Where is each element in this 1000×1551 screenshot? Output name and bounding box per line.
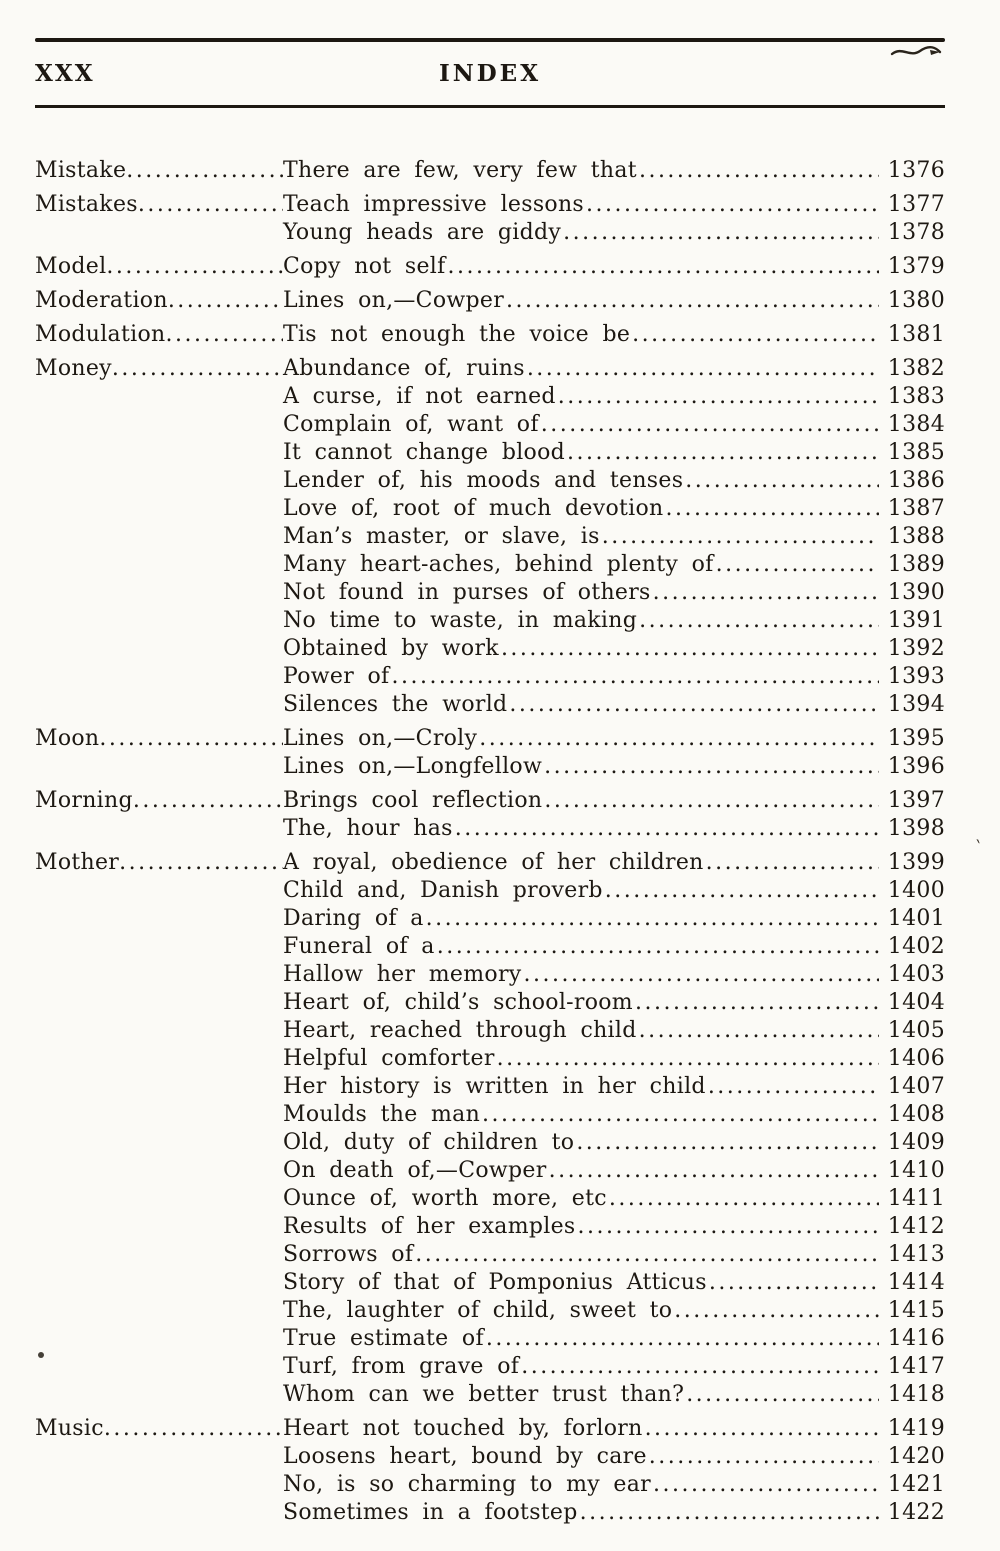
- entry-description: Results of her examples: [283, 1214, 576, 1239]
- entry-description: Heart, reached through child: [283, 1018, 637, 1043]
- index-row: [35, 1415, 945, 1443]
- entry-description: A royal, obedience of her children: [283, 850, 704, 875]
- entry-description: Copy not self: [283, 254, 446, 279]
- entry-page-number: 1388: [887, 524, 945, 549]
- entry-page-number: 1391: [887, 608, 945, 633]
- dot-leader: [426, 905, 879, 933]
- term-dot-leader: [138, 191, 283, 219]
- index-entry-group: [35, 253, 945, 281]
- dot-leader: [567, 439, 879, 467]
- entry-page-number: 1405: [887, 1018, 945, 1043]
- entry-term-text: Mother: [35, 850, 120, 875]
- dot-leader: [639, 157, 879, 185]
- entry-page-number: 1407: [887, 1074, 945, 1099]
- entry-description: A curse, if not earned: [283, 384, 556, 409]
- header-rule: [35, 105, 945, 108]
- index-row: [35, 1381, 945, 1409]
- entry-description: Lines on,—Cowper: [283, 288, 505, 313]
- entry-page-number: 1384: [887, 412, 945, 437]
- entry-page-number: 1378: [887, 220, 945, 245]
- entry-page-number: 1411: [887, 1186, 945, 1211]
- entry-term-text: Mistake: [35, 158, 127, 183]
- index-row: [35, 411, 945, 439]
- index-row: [35, 753, 945, 781]
- dot-leader: [549, 1157, 879, 1185]
- index-row: [35, 787, 945, 815]
- entry-description: Man’s master, or slave, is: [283, 524, 600, 549]
- index-row: [35, 635, 945, 663]
- index-row: [35, 1157, 945, 1185]
- index-row: [35, 1353, 945, 1381]
- dot-leader: [708, 1073, 879, 1101]
- entry-description: Lines on,—Croly: [283, 726, 478, 751]
- entry-description: Lender of, his moods and tenses: [283, 468, 684, 493]
- index-entry-group: [35, 355, 945, 719]
- dot-leader: [563, 219, 879, 247]
- entry-page-number: 1403: [887, 962, 945, 987]
- dot-leader: [653, 1471, 879, 1499]
- entry-term: [35, 191, 283, 219]
- entry-page-number: 1398: [887, 816, 945, 841]
- entry-description: Lines on,—Longfellow: [283, 754, 543, 779]
- index-row: [35, 961, 945, 989]
- entry-description: Daring of a: [283, 906, 424, 931]
- entry-description: Turf, from grave of: [283, 1354, 520, 1379]
- dot-leader: [578, 1213, 880, 1241]
- entry-description: Her history is written in her child: [283, 1074, 706, 1099]
- index-row: [35, 905, 945, 933]
- dot-leader: [666, 495, 880, 523]
- entry-page-number: 1387: [887, 496, 945, 521]
- index-row: [35, 815, 945, 843]
- term-dot-leader: [168, 287, 283, 315]
- index-page: [0, 38, 1000, 1527]
- index-row: [35, 551, 945, 579]
- entry-page-number: 1390: [887, 580, 945, 605]
- index-row: [35, 287, 945, 315]
- dot-leader: [649, 1443, 879, 1471]
- index-row: [35, 1325, 945, 1353]
- dot-leader: [541, 411, 879, 439]
- page-number: XXX: [35, 60, 95, 87]
- entry-description: Old, duty of children to: [283, 1130, 575, 1155]
- entry-page-number: 1422: [887, 1500, 945, 1525]
- term-dot-leader: [104, 1415, 283, 1443]
- dot-leader: [527, 355, 879, 383]
- dot-leader: [709, 1269, 879, 1297]
- index-row: [35, 321, 945, 349]
- entry-term: [35, 321, 283, 349]
- dot-leader: [632, 321, 879, 349]
- entry-term: [35, 787, 283, 815]
- index-row: [35, 691, 945, 719]
- entry-page-number: 1415: [887, 1298, 945, 1323]
- index-row: [35, 1499, 945, 1527]
- entry-description: Hallow her memory: [283, 962, 522, 987]
- entry-description: There are few, very few that: [283, 158, 637, 183]
- term-dot-leader: [112, 355, 283, 383]
- entry-description: Ounce of, worth more, etc: [283, 1186, 607, 1211]
- term-dot-leader: [106, 253, 283, 281]
- index-row: [35, 191, 945, 219]
- entry-page-number: 1381: [887, 322, 945, 347]
- entry-page-number: 1406: [887, 1046, 945, 1071]
- entry-description: Tis not enough the voice be: [283, 322, 631, 347]
- index-entry-group: [35, 191, 945, 247]
- dot-leader: [580, 1499, 879, 1527]
- dot-leader: [479, 725, 879, 753]
- entry-page-number: 1397: [887, 788, 945, 813]
- entry-description: Sorrows of: [283, 1242, 414, 1267]
- index-row: [35, 495, 945, 523]
- index-entry-group: [35, 725, 945, 781]
- entry-page-number: 1409: [887, 1130, 945, 1155]
- entry-page-number: 1385: [887, 440, 945, 465]
- entry-page-number: 1386: [887, 468, 945, 493]
- entry-description: Power of: [283, 664, 390, 689]
- index-row: [35, 1213, 945, 1241]
- index-row: [35, 383, 945, 411]
- dot-leader: [674, 1297, 879, 1325]
- entry-page-number: 1401: [887, 906, 945, 931]
- entry-page-number: 1416: [887, 1326, 945, 1351]
- entry-description: Funeral of a: [283, 934, 435, 959]
- dot-leader: [586, 191, 879, 219]
- dot-leader: [716, 551, 879, 579]
- entry-description: Moulds the man: [283, 1102, 481, 1127]
- entry-description: Not found in purses of others: [283, 580, 651, 605]
- index-row: [35, 1241, 945, 1269]
- dot-leader: [506, 287, 879, 315]
- index-entry-group: [35, 787, 945, 843]
- index-row: [35, 877, 945, 905]
- ink-speck-artifact: [38, 1352, 44, 1358]
- page-header: [35, 42, 945, 105]
- entry-page-number: 1418: [887, 1382, 945, 1407]
- entry-page-number: 1395: [887, 726, 945, 751]
- entry-description: The, laughter of child, sweet to: [283, 1298, 673, 1323]
- dot-leader: [501, 635, 879, 663]
- dot-leader: [391, 663, 879, 691]
- entry-term-text: Moderation: [35, 288, 168, 313]
- entry-page-number: 1410: [887, 1158, 945, 1183]
- index-row: [35, 157, 945, 185]
- index-row: [35, 1045, 945, 1073]
- entry-term: [35, 849, 283, 877]
- entry-description: Many heart-aches, behind plenty of: [283, 552, 714, 577]
- entry-page-number: 1383: [887, 384, 945, 409]
- index-row: [35, 1101, 945, 1129]
- entry-description: Obtained by work: [283, 636, 499, 661]
- entry-page-number: 1420: [887, 1444, 945, 1469]
- entry-term: [35, 287, 283, 315]
- entry-description: Abundance of, ruins: [283, 356, 525, 381]
- index-row: [35, 219, 945, 247]
- entry-term-text: Music: [35, 1416, 104, 1441]
- dot-leader: [686, 1381, 879, 1409]
- entry-description: Helpful comforter: [283, 1046, 495, 1071]
- entry-description: The, hour has: [283, 816, 453, 841]
- entry-page-number: 1421: [887, 1472, 945, 1497]
- index-entry-group: [35, 287, 945, 315]
- term-dot-leader: [165, 321, 283, 349]
- index-row: [35, 1185, 945, 1213]
- index-row: [35, 1471, 945, 1499]
- index-row: [35, 933, 945, 961]
- dot-leader: [635, 989, 879, 1017]
- entry-term-text: Model: [35, 254, 107, 279]
- dot-leader: [602, 523, 879, 551]
- term-dot-leader: [119, 849, 283, 877]
- dot-leader: [524, 961, 880, 989]
- entry-term-text: Morning: [35, 788, 133, 813]
- index-row: [35, 1297, 945, 1325]
- entry-term: [35, 253, 283, 281]
- entry-page-number: 1380: [887, 288, 945, 313]
- page-title: INDEX: [438, 60, 542, 87]
- entry-page-number: 1379: [887, 254, 945, 279]
- entry-term: [35, 355, 283, 383]
- index-entry-group: [35, 321, 945, 349]
- entry-description: True estimate of: [283, 1326, 484, 1351]
- dot-leader: [558, 383, 879, 411]
- dot-leader: [544, 753, 879, 781]
- dot-leader: [576, 1129, 879, 1157]
- index-row: [35, 607, 945, 635]
- dot-leader: [521, 1353, 879, 1381]
- dot-leader: [645, 1415, 879, 1443]
- index-entry-group: [35, 157, 945, 185]
- entry-term-text: Mistakes: [35, 192, 138, 217]
- index-row: [35, 1443, 945, 1471]
- dot-leader: [685, 467, 879, 495]
- index-list: [35, 157, 945, 1527]
- dot-leader: [448, 253, 879, 281]
- entry-term: [35, 725, 283, 753]
- index-row: [35, 725, 945, 753]
- entry-page-number: 1399: [887, 850, 945, 875]
- dot-leader: [482, 1101, 879, 1129]
- dot-leader: [437, 933, 879, 961]
- entry-page-number: 1414: [887, 1270, 945, 1295]
- entry-term: [35, 157, 283, 185]
- entry-page-number: 1412: [887, 1214, 945, 1239]
- dot-leader: [455, 815, 879, 843]
- entry-page-number: 1400: [887, 878, 945, 903]
- entry-page-number: 1382: [887, 356, 945, 381]
- entry-term-text: Money: [35, 356, 112, 381]
- entry-page-number: 1393: [887, 664, 945, 689]
- index-row: [35, 1129, 945, 1157]
- dot-leader: [653, 579, 879, 607]
- dot-leader: [639, 1017, 879, 1045]
- entry-page-number: 1377: [887, 192, 945, 217]
- dot-leader: [544, 787, 879, 815]
- entry-page-number: 1419: [887, 1416, 945, 1441]
- entry-description: Teach impressive lessons: [283, 192, 585, 217]
- entry-description: Sometimes in a footstep: [283, 1500, 578, 1525]
- term-dot-leader: [126, 157, 283, 185]
- index-row: [35, 523, 945, 551]
- term-dot-leader: [99, 725, 283, 753]
- entry-description: Whom can we better trust than?: [283, 1382, 685, 1407]
- index-row: [35, 467, 945, 495]
- entry-description: Young heads are giddy: [283, 220, 562, 245]
- index-row: [35, 989, 945, 1017]
- index-row: [35, 1017, 945, 1045]
- entry-page-number: 1413: [887, 1242, 945, 1267]
- dot-leader: [497, 1045, 879, 1073]
- entry-page-number: 1402: [887, 934, 945, 959]
- entry-page-number: 1376: [887, 158, 945, 183]
- entry-description: Brings cool reflection: [283, 788, 543, 813]
- index-row: [35, 1269, 945, 1297]
- entry-description: Child and, Danish proverb: [283, 878, 603, 903]
- index-entry-group: [35, 1415, 945, 1527]
- entry-term-text: Moon: [35, 726, 100, 751]
- entry-description: Story of that of Pomponius Atticus: [283, 1270, 707, 1295]
- dot-leader: [639, 607, 879, 635]
- entry-description: Loosens heart, bound by care: [283, 1444, 647, 1469]
- index-row: [35, 579, 945, 607]
- dot-leader: [509, 691, 879, 719]
- dot-leader: [706, 849, 879, 877]
- index-row: [35, 253, 945, 281]
- index-row: [35, 849, 945, 877]
- entry-term-text: Modulation: [35, 322, 166, 347]
- entry-description: Complain of, want of: [283, 412, 539, 437]
- dot-leader: [609, 1185, 879, 1213]
- index-row: [35, 1073, 945, 1101]
- entry-description: On death of,—Cowper: [283, 1158, 547, 1183]
- index-row: [35, 439, 945, 467]
- tick-mark-artifact: `: [970, 837, 985, 860]
- entry-description: Silences the world: [283, 692, 508, 717]
- entry-description: Heart of, child’s school-room: [283, 990, 633, 1015]
- dot-leader: [486, 1325, 879, 1353]
- entry-page-number: 1396: [887, 754, 945, 779]
- entry-description: It cannot change blood: [283, 440, 566, 465]
- entry-page-number: 1404: [887, 990, 945, 1015]
- entry-page-number: 1394: [887, 692, 945, 717]
- entry-description: Heart not touched by, forlorn: [283, 1416, 643, 1441]
- index-row: [35, 663, 945, 691]
- dot-leader: [415, 1241, 879, 1269]
- entry-description: No time to waste, in making: [283, 608, 638, 633]
- dot-leader: [605, 877, 879, 905]
- entry-page-number: 1408: [887, 1102, 945, 1127]
- index-entry-group: [35, 849, 945, 1409]
- entry-description: Love of, root of much devotion: [283, 496, 664, 521]
- entry-page-number: 1389: [887, 552, 945, 577]
- entry-page-number: 1392: [887, 636, 945, 661]
- term-dot-leader: [133, 787, 283, 815]
- entry-page-number: 1417: [887, 1354, 945, 1379]
- entry-term: [35, 1415, 283, 1443]
- entry-description: No, is so charming to my ear: [283, 1472, 651, 1497]
- index-row: [35, 355, 945, 383]
